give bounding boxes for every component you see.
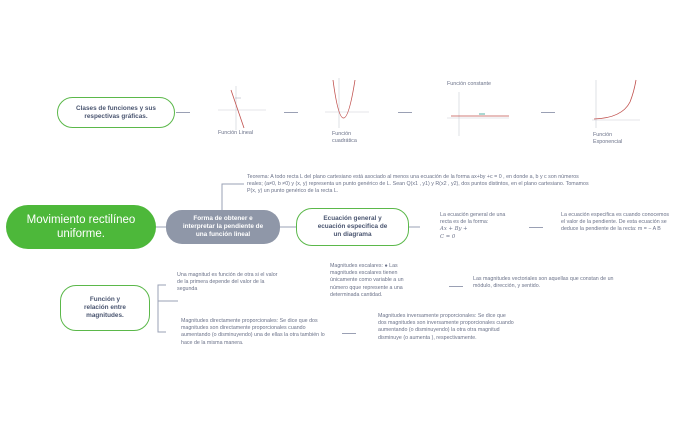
dash-5	[529, 227, 543, 228]
graph-constante-label: Función constante	[447, 81, 492, 87]
text-ecuacion-general	[440, 212, 512, 241]
formula-line-1: Ax + By +	[440, 226, 468, 233]
text-ecuacion-general-desc: La ecuación general de una recta es de la forma:	[440, 212, 506, 226]
node-clases-funciones[interactable]	[57, 97, 175, 128]
dash-4	[541, 112, 555, 113]
root-label: Movimiento rectilíneo uniforme.	[26, 214, 136, 240]
graph-exponencial-label: Función Exponencial	[593, 132, 623, 145]
graph-cuadratica	[325, 78, 369, 128]
node-ecuacion-label: Ecuación general y ecuación especifica de un diagrama	[317, 215, 388, 238]
graph-cuadratica-label: Función cuadrática	[332, 131, 357, 144]
formula-line-2: C = 0	[440, 233, 456, 240]
text-una-magnitud: Una magnitud es función de otra si el valor de la primera depende del valor de la segunda	[177, 272, 278, 293]
dash-1	[176, 112, 190, 113]
dash-2	[284, 112, 298, 113]
text-teorema: Teorema: A todo recta L del plano cartesiano está asociado al menos una ecuación de la forma ax+by +c = 0 , en donde a, b y c son números reales; (a≠0, b ≠0) y (x, y) representa un punto genérico de L. Sean Q(x1 , y1) y R(x2 , y2), dos puntos distintos, en el plano cartesiano. Tomamos P(x, y) un punto genérico de la recta L.	[247, 174, 589, 195]
node-forma-label: Forma de obtener e interpretar la pendiente de una función lineal	[182, 215, 264, 238]
text-vectoriales: Las magnitudes vectoriales son aquellas que constan de un módulo, dirección, y sentido.	[473, 276, 614, 290]
dash-3	[398, 112, 412, 113]
text-directamente: Magnitudes directamente proporcionales: Se dice que dos magnitudes son directamente proporcionales cuando aumentando (o disminuyendo) una de ellas la otra también lo hace de la misma manera.	[181, 318, 325, 346]
graph-exponencial	[592, 80, 640, 128]
graph-lineal	[218, 86, 268, 130]
dash-7	[342, 333, 356, 334]
node-funcion-relacion[interactable]	[60, 285, 150, 331]
dash-6	[449, 286, 463, 287]
text-ecuacion-especifica: La ecuación especifica es cuando conocemos el valor de la pendiente. De esta ecuación se deduce la pendiente de la recta: m = − A B	[561, 212, 670, 233]
graph-lineal-label: Función Lineal	[218, 130, 254, 136]
node-ecuacion-general[interactable]	[296, 208, 409, 246]
node-funcion-relacion-label: Función y relación entre magnitudes.	[84, 296, 126, 319]
text-escalares: Magnitudes escalares: ● Las magnitudes escalares tienen únicamente como variable a un número qque represente a una determinada cantidad.	[330, 263, 404, 298]
graph-constante	[447, 92, 509, 136]
node-forma-pendiente[interactable]	[166, 210, 280, 244]
text-inversamente: Magnitudes inversamente proporcionales: Se dice que dos magnitudes son inversamente proporcionales cuando aumentando (o disminuyendo) la otra otra magnitud disminuye (o aumenta ), respectivamente.	[378, 313, 514, 341]
node-clases-label: Clases de funciones y sus respectivas gráficas.	[76, 104, 156, 120]
root-node[interactable]	[6, 205, 156, 249]
